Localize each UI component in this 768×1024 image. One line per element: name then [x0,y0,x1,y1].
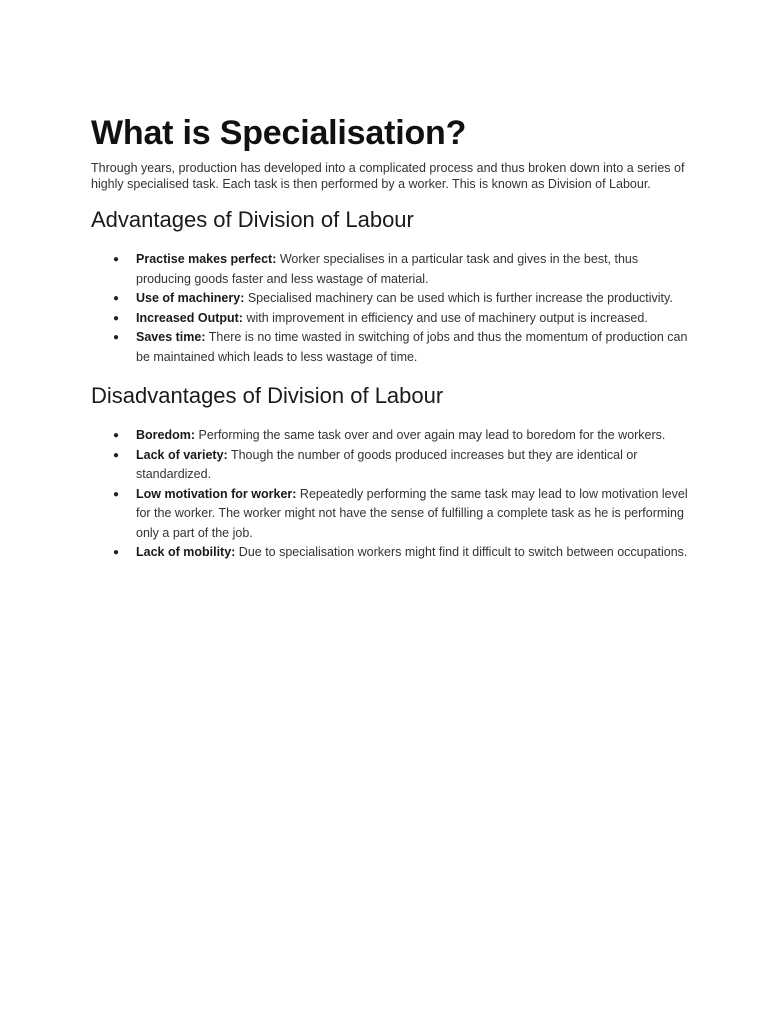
list-item-term: Practise makes perfect: [136,252,277,266]
list-item-term: Lack of mobility: [136,545,236,559]
list-item-text: Due to specialisation workers might find it difficult to switch between occupations. [235,545,688,559]
list-item [113,289,691,309]
disadvantages-heading: Disadvantages of Division of Labour [91,383,444,408]
list-item [113,485,691,544]
list-item-term: Use of machinery: [136,291,245,305]
bullet-icon: ● [113,312,120,324]
list-item-text: Specialised machinery can be used which is further increase the productivity. [244,291,673,305]
list-item [113,426,691,446]
advantages-heading: Advantages of Division of Labour [91,207,414,232]
advantages-list [91,250,691,367]
bullet-icon: ● [113,488,120,500]
list-item [113,446,691,485]
intro-paragraph: Through years, production has developed into a complicated process and thus broken down into a series of highly specialised task. Each task is then performed by a worker. This is known as Division of Labour. [91,161,685,191]
list-item-term: Boredom: [136,428,196,442]
list-item-term: Saves time: [136,330,206,344]
list-item-text: There is no time wasted in switching of jobs and thus the momentum of production can be maintained which leads to less wastage of time. [136,330,688,364]
list-item-text: Performing the same task over and over again may lead to boredom for the workers. [195,428,666,442]
list-item-text: Worker specialises in a particular task and gives in the best, thus producing goods faster and less wastage of material. [136,252,639,286]
bullet-icon: ● [113,293,120,304]
list-item-text: with improvement in efficiency and use of machinery output is increased. [242,310,648,325]
disadvantages-list [91,426,691,563]
list-item [113,250,691,289]
list-item-term: Increased Output: [136,310,243,325]
document-page [91,112,691,563]
list-item-term: Low motivation for worker: [136,486,297,501]
bullet-icon: ● [113,430,120,441]
list-item [113,309,691,329]
bullet-icon: ● [113,449,120,461]
bullet-icon: ● [113,332,120,343]
page-title: What is Specialisation? [91,114,467,152]
list-item-text: Repeatedly performing the same task may lead to low motivation level for the worker. The worker might not have the sense of fulfilling a complete task as he is performing only a part of the job. [136,486,688,540]
bullet-icon: ● [113,547,120,558]
list-item [113,328,691,367]
list-item-text: Though the number of goods produced increases but they are identical or standardized. [136,447,638,481]
list-item-term: Lack of variety: [136,447,228,462]
list-item [113,543,691,563]
bullet-icon: ● [113,254,120,265]
